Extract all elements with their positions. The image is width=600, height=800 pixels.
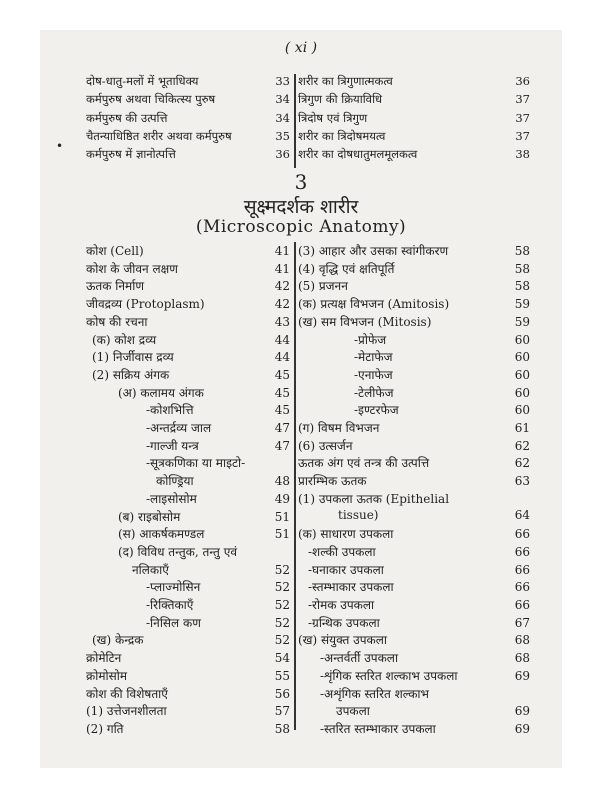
toc-entry-label: कोष की रचना [86,314,148,329]
toc-entry [86,649,290,665]
toc-entry-page: 37 [515,92,530,107]
toc-entry-page: 42 [274,279,290,294]
toc-entry-page: 47 [274,438,290,453]
toc-entry-page: 36 [515,74,530,88]
margin-dot: • [56,139,64,153]
toc-entry [320,649,530,665]
toc-entry [86,720,290,736]
toc-entry-label: (क) प्रत्यक्ष विभजन (Amitosis) [298,297,450,312]
toc-entry-page: 38 [515,147,530,162]
toc-entry-label: कर्मपुरुष की उत्पत्ति [86,110,168,125]
toc-entry-label: (2) सक्रिय अंगक [92,367,170,382]
toc-entry [354,348,530,364]
toc-entry [86,277,290,293]
toc-entry-page: 57 [274,704,290,719]
toc-entry-label: जीवद्रव्य (Protoplasm) [86,297,205,312]
toc-top-entry [86,92,290,109]
toc-top-entry [298,111,530,128]
toc-entry-page: 66 [514,527,530,542]
toc-entry-label: (अ) कलामय अंगक [118,385,204,400]
toc-entry [298,295,530,311]
toc-entry [298,419,530,435]
toc-entry [354,366,530,382]
toc-entry [118,508,290,524]
toc-entry-label: क्रोमोसोम [86,668,128,683]
toc-entry-label: कोश के जीवन लक्षण [86,261,178,276]
toc-entry-page: 64 [514,507,530,522]
toc-entry-label: -स्तरित स्तम्भाकार उपकला [320,721,436,736]
toc-entry-label: -गाल्जी यन्त्र [146,438,199,453]
toc-entry-label: -प्लाज्मोसिन [146,580,201,595]
toc-entry [298,490,530,506]
toc-entry [146,490,290,506]
toc-entry-page: 66 [514,580,530,595]
toc-entry [146,419,290,435]
toc-entry-page: 52 [274,562,290,577]
toc-entry-page: 66 [514,562,530,577]
toc-top-entry [86,147,290,164]
toc-entry-label: (द) विविध तन्तुक, तन्तु एवं [118,544,238,559]
toc-top-entry [86,74,290,91]
toc-entry-page: 69 [514,704,530,719]
toc-entry-page: 41 [274,261,290,276]
toc-top-entry [298,92,530,109]
toc-entry-page: 52 [274,633,290,648]
toc-entry-label: -शल्की उपकला [308,544,376,559]
toc-entry-label: (4) वृद्धि एवं क्षतिपूर्ति [298,261,395,276]
toc-entry [354,331,530,347]
page-number: ( xi ) [284,40,318,56]
toc-entry-label: क्रोमेटिन [86,651,122,666]
toc-entry-page: 62 [514,438,530,453]
toc-entry-page: 33 [275,74,290,88]
toc-entry-page: 52 [274,598,290,612]
book-page [40,30,562,768]
toc-entry-label: (5) प्रजनन [298,279,348,294]
column-divider [294,242,296,730]
toc-entry-label: त्रिदोष एवं त्रिगुण [298,110,368,125]
toc-entry [320,667,530,683]
toc-entry-label: त्रिगुण की क्रियाविधि [298,92,383,107]
toc-entry-page: 58 [514,279,530,294]
toc-entry-label: नलिकाएँ [132,562,169,577]
toc-entry-page: 51 [274,527,290,542]
toc-entry-label: (ख) संयुक्त उपकला [298,633,388,648]
toc-entry-label: -शृंगिक स्तरित शल्काभ उपकला [320,668,458,683]
toc-entry [86,295,290,311]
toc-entry [298,313,530,329]
toc-entry [308,596,530,612]
toc-entry-page: 52 [274,615,290,630]
toc-entry-page: 55 [274,668,290,683]
toc-entry-label: -टेलीफेज [354,385,394,400]
toc-entry [146,401,290,417]
toc-entry [298,277,530,293]
toc-top-entry [86,111,290,128]
toc-entry [336,702,530,718]
toc-entry-label: -एनाफेज [354,367,393,382]
toc-entry-page: 58 [514,244,530,258]
toc-entry-page: 44 [274,350,290,365]
toc-entry-label: शरीर का दोषधातुमलमूलकत्व [298,147,418,162]
toc-entry-page: 36 [275,147,290,162]
top-column-divider [294,74,296,168]
toc-entry-page: 42 [274,297,290,312]
toc-entry [320,685,530,701]
toc-entry-label: उपकला [336,704,370,719]
toc-entry-page: 61 [514,421,530,435]
toc-entry-page: 60 [514,385,530,400]
toc-entry [298,631,530,647]
toc-entry-label: -रिक्तिकाएँ [146,598,194,612]
toc-entry-label: दोष-धातु-मलों में भूताधिक्य [86,74,199,88]
toc-entry-page: 66 [514,598,530,612]
toc-entry-page: 68 [514,651,530,666]
toc-entry [86,313,290,329]
toc-entry-label: -अन्तर्वर्ती उपकला [320,651,399,666]
toc-entry-page: 63 [514,474,530,489]
toc-entry-label: -प्रोफेज [354,332,387,347]
toc-entry [118,543,290,559]
toc-entry-label: -अन्तर्द्रव्य जाल [146,421,212,435]
toc-entry-page: 51 [274,509,290,524]
toc-entry [92,366,290,382]
toc-entry [308,561,530,577]
toc-entry-page: 34 [275,92,290,107]
toc-top-entry [298,147,530,164]
toc-entry [92,348,290,364]
toc-entry [86,260,290,276]
toc-entry-label: (ख) केन्द्रक [92,633,144,648]
toc-entry-label: -ग्रन्थिक उपकला [308,615,380,630]
toc-entry-label: ऊतक निर्माण [86,279,145,294]
toc-entry [298,472,530,488]
toc-entry-label: शरीर का त्रिदोषमयत्व [298,128,386,143]
toc-entry-page: 52 [274,580,290,595]
toc-entry [146,596,290,612]
toc-entry-label: -निसिल कण [146,615,201,630]
toc-entry-label: -घनाकार उपकला [308,562,384,577]
toc-entry-page: 66 [514,544,530,559]
toc-entry-label: (ब) राइबोसोम [118,509,181,524]
toc-entry [86,242,290,258]
toc-entry-label: (3) आहार और उसका स्वांगीकरण [298,244,449,258]
toc-entry [354,384,530,400]
toc-top-entry [86,129,290,146]
toc-entry [308,614,530,630]
toc-entry [86,685,290,701]
toc-entry [118,525,290,541]
toc-entry [146,578,290,594]
toc-entry-page: 44 [274,332,290,347]
toc-entry-page: 37 [515,128,530,143]
toc-entry-label: -इण्टरफेज [354,403,399,418]
toc-entry-label: -लाइसोसोम [146,491,197,506]
toc-entry [92,331,290,347]
toc-entry [132,561,290,577]
toc-entry-label: -कोशभित्ति [146,403,194,418]
toc-entry-page: 58 [514,261,530,276]
toc-entry-page: 68 [514,633,530,648]
toc-entry-page: 43 [274,314,290,329]
toc-entry-page: 47 [274,421,290,435]
toc-entry-page: 60 [514,350,530,365]
chapter-title-hindi: सूक्ष्मदर्शक शारीर [243,196,359,218]
toc-entry-label: (क) साधारण उपकला [298,527,394,542]
toc-entry [156,472,290,488]
toc-entry-page: 45 [274,385,290,400]
toc-entry [146,454,290,470]
toc-entry-label: (2) गति [86,721,124,736]
toc-entry-label: -सूत्रकणिका या माइटो- [146,456,246,471]
toc-entry-label: कोश (Cell) [86,244,144,258]
toc-entry-label: (6) उत्सर्जन [298,438,353,453]
toc-entry-page: 60 [514,403,530,418]
toc-entry [86,702,290,718]
toc-entry [298,525,530,541]
toc-entry-page: 34 [275,110,290,125]
toc-entry [308,578,530,594]
toc-entry-page: 60 [514,332,530,347]
toc-entry-page: 37 [515,110,530,125]
toc-entry-label: कोण्ड्रिया [156,474,194,489]
toc-entry-page: 58 [274,721,290,736]
toc-entry-page: 41 [274,244,290,258]
toc-entry-page: 56 [274,686,290,701]
toc-entry-label: (1) उपकला ऊतक (Epithelial [298,491,450,506]
toc-entry-page: 45 [274,403,290,418]
toc-entry-page: 67 [514,615,530,630]
toc-entry-page: 69 [514,668,530,683]
toc-entry-label: (1) निर्जीवास द्रव्य [92,350,174,365]
toc-top-entry [298,129,530,146]
toc-entry-label: (ख) सम विभजन (Mitosis) [298,314,432,329]
toc-entry-page: 35 [275,128,290,143]
toc-entry [92,631,290,647]
toc-entry-label: (1) उत्तेजनशीलता [86,704,167,719]
toc-entry-label: -मेटाफेज [354,350,393,365]
toc-entry [338,508,530,524]
toc-entry-page: 62 [514,456,530,471]
toc-entry [298,260,530,276]
toc-entry-label: (ग) विषम विभजन [298,421,380,435]
toc-entry-label: -स्तम्भाकार उपकला [308,580,394,595]
toc-entry [320,720,530,736]
toc-entry [298,454,530,470]
toc-entry [118,384,290,400]
toc-entry-label: (स) आकर्षकमण्डल [118,527,205,542]
toc-entry-page: 59 [514,297,530,312]
toc-entry-page: 49 [274,491,290,506]
toc-entry [354,401,530,417]
toc-entry-label: -रोमक उपकला [308,598,375,612]
toc-entry-label: कर्मपुरुष में ज्ञानोत्पत्ति [86,147,176,162]
toc-entry-label: कोश की विशेषताएँ [86,686,168,701]
chapter-title-english: (Microscopic Anatomy) [195,217,407,237]
toc-entry-label: प्रारम्भिक ऊतक [298,474,367,489]
toc-entry [146,437,290,453]
toc-entry [308,543,530,559]
toc-entry-page: 45 [274,367,290,382]
toc-entry [86,667,290,683]
toc-entry [298,437,530,453]
toc-entry-label: ऊतक अंग एवं तन्त्र की उत्पत्ति [298,456,430,471]
toc-entry [146,614,290,630]
toc-entry-page: 48 [274,474,290,489]
toc-entry-page: 69 [514,721,530,736]
toc-entry-page: 60 [514,367,530,382]
toc-top-entry [298,74,530,91]
toc-entry-label: -अशृंगिक स्तरित शल्काभ [320,686,429,701]
toc-entry-label: कर्मपुरुष अथवा चिकित्स्य पुरुष [86,92,216,107]
toc-entry [298,242,530,258]
toc-entry-page: 59 [514,314,530,329]
toc-entry-label: (क) कोश द्रव्य [92,332,157,347]
toc-entry-label: tissue) [338,507,379,522]
toc-entry-page: 54 [274,651,290,666]
chapter-number: 3 [294,170,308,194]
toc-entry-label: शरीर का त्रिगुणात्मकत्व [298,74,393,88]
toc-entry-label: चैतन्याधिष्ठित शरीर अथवा कर्मपुरुष [86,128,232,143]
